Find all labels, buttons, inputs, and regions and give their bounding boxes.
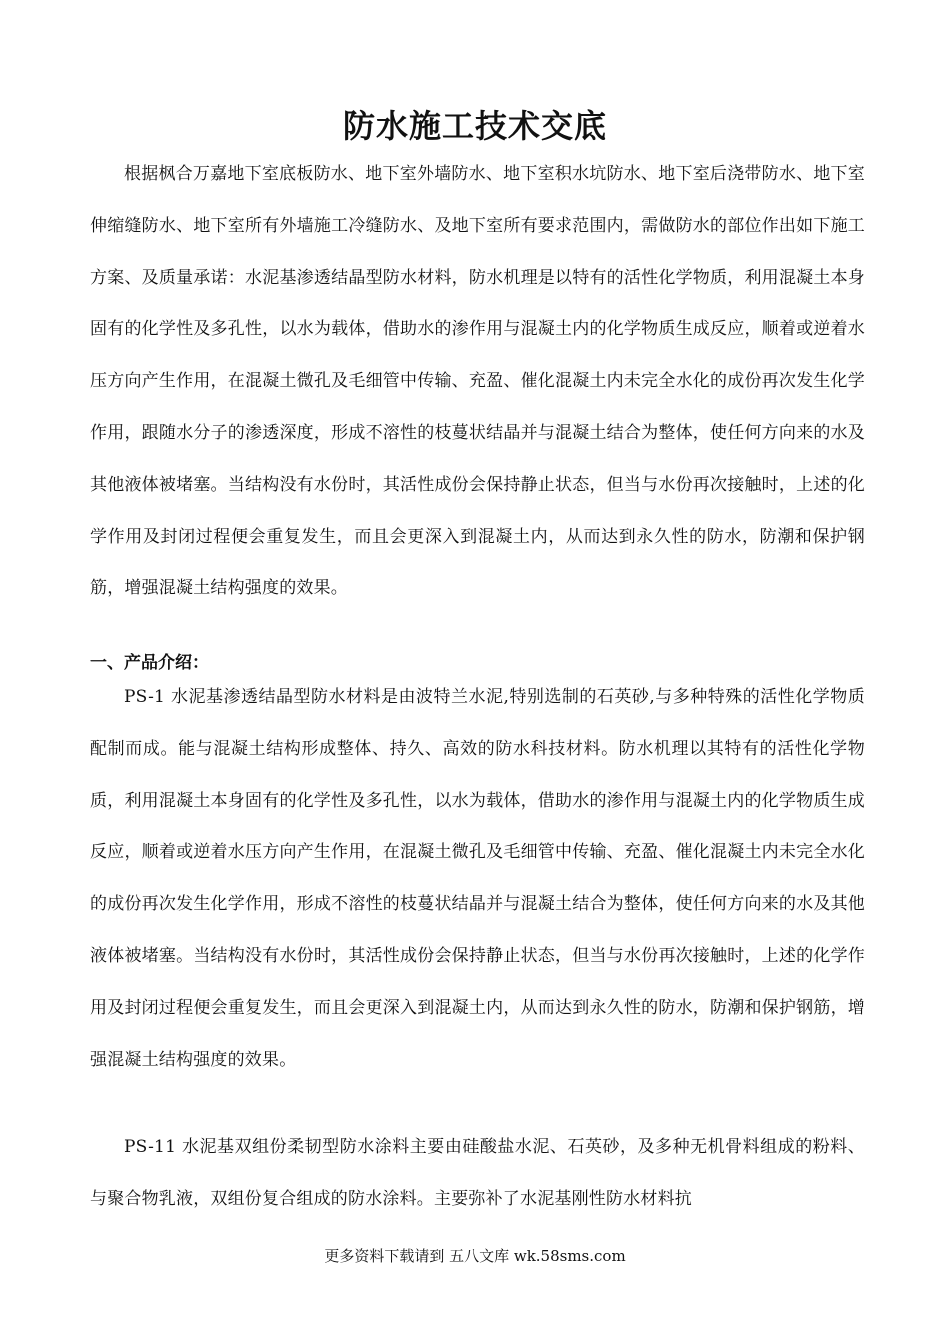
product-paragraph-ps11: PS-11 水泥基双组份柔韧型防水涂料主要由硅酸盐水泥、石英砂，及多种无机骨料组成的粉料、与聚合物乳液，双组份复合组成的防水涂料。主要弥补了水泥基刚性防水材料抗 <box>90 1137 865 1209</box>
page-footer: 更多资料下载请到 五八文库 wk.58sms.com <box>324 1247 626 1265</box>
section-heading-product-intro: 一、产品介绍： <box>90 653 209 673</box>
product-paragraph-ps1: PS-1 水泥基渗透结晶型防水材料是由波特兰水泥,特别选制的石英砂,与多种特殊的活性化学物质配制而成。能与混凝土结构形成整体、持久、高效的防水科技材料。防水机理以其特有的活性化学物质，利用混凝土本身固有的化学性及多孔性，以水为载体，借助水的渗作用与混凝土内的化学物质生成反应，顺着或逆着水压方向产生作用，在混凝土微孔及毛细管中传输、充盈、催化混凝土内未完全水化的成份再次发生化学作用，形成不溶性的枝蔓状结晶并与混凝土结合为整体，使任何方向来的水及其他液体被堵塞。当结构没有水份时，其活性成份会保持静止状态，但当与水份再次接触时，上述的化学作用及封闭过程便会重复发生，而且会更深入到混凝土内，从而达到永久性的防水，防潮和保护钢筋，增强混凝土结构强度的效果。 <box>90 687 865 1070</box>
intro-paragraph: 根据枫合万嘉地下室底板防水、地下室外墙防水、地下室积水坑防水、地下室后浇带防水、地下室伸缩缝防水、地下室所有外墙施工冷缝防水、及地下室所有要求范围内，需做防水的部位作出如下施工方案、及质量承诺：水泥基渗透结晶型防水材料，防水机理是以特有的活性化学物质，利用混凝土本身固有的化学性及多孔性，以水为载体，借助水的渗作用与混凝土内的化学物质生成反应，顺着或逆着水压方向产生作用，在混凝土微孔及毛细管中传输、充盈、催化混凝土内未完全水化的成份再次发生化学作用，跟随水分子的渗透深度，形成不溶性的枝蔓状结晶并与混凝土结合为整体，使任何方向来的水及其他液体被堵塞。当结构没有水份时，其活性成份会保持静止状态，但当与水份再次接触时，上述的化学作用及封闭过程便会重复发生，而且会更深入到混凝土内，从而达到永久性的防水，防潮和保护钢筋，增强混凝土结构强度的效果。 <box>90 164 865 599</box>
page-title: 防水施工技术交底 <box>342 107 607 145</box>
